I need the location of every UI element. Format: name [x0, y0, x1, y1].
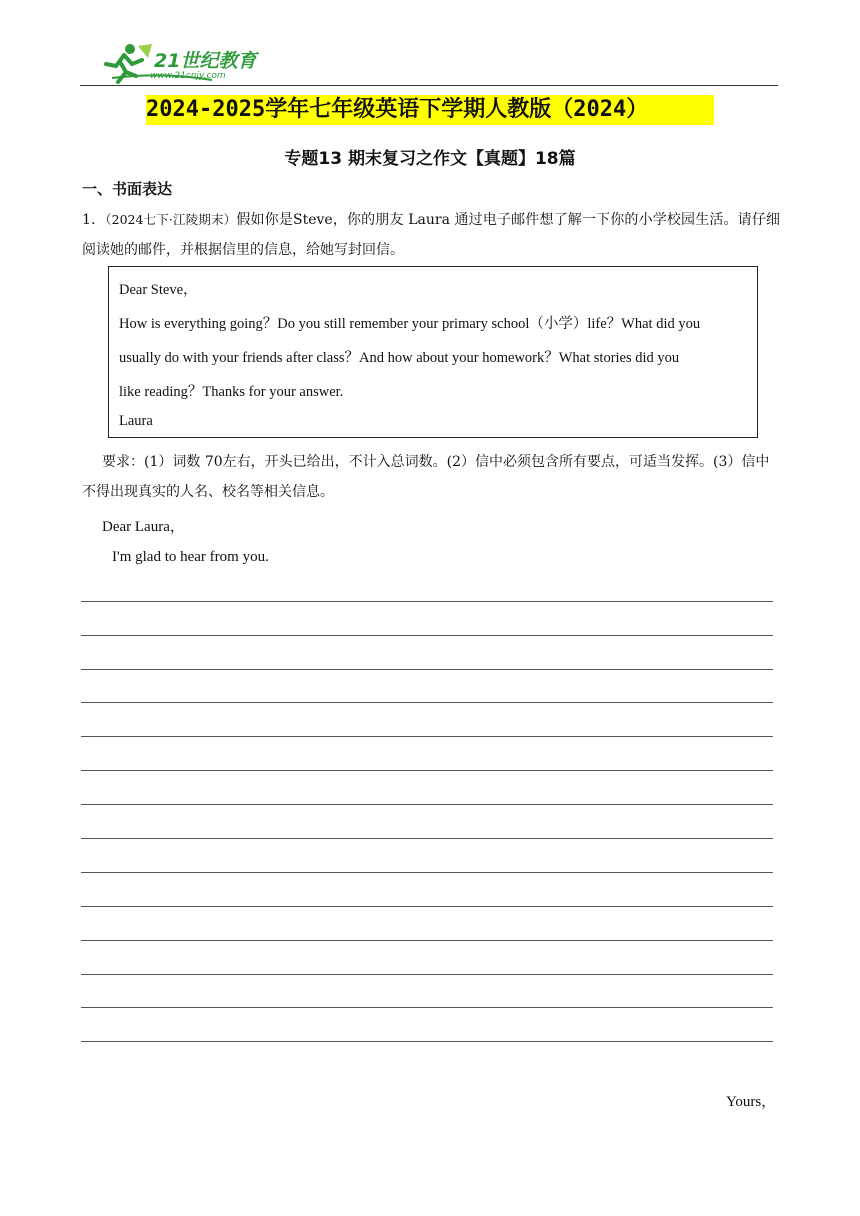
writing-line	[81, 906, 773, 907]
email-letter-box	[108, 266, 758, 438]
letter-line: How is everything going？Do you still remember your primary school（小学）life？What did you	[119, 316, 701, 332]
writing-line	[81, 804, 773, 805]
section-heading: 一、书面表达	[82, 180, 173, 198]
requirements: 要求：(1）词数 70左右，开头已给出，不计入总词数。(2）信中必须包含所有要点，可适当发挥。(3）信中不得出现真实的人名、校名等相关信息。	[82, 454, 770, 500]
logo	[102, 42, 272, 84]
letter-line: like reading？Thanks for your answer.	[119, 384, 344, 400]
letter-signature: Laura	[119, 413, 153, 429]
answer-closing: Yours，	[726, 1094, 777, 1110]
logo-text: 21世纪教育	[154, 50, 257, 72]
writing-line	[81, 838, 773, 839]
writing-line	[81, 702, 773, 703]
writing-line	[81, 770, 773, 771]
writing-line	[81, 974, 773, 975]
question-1	[82, 205, 780, 265]
answer-opening: I'm glad to hear from you.	[112, 549, 269, 565]
letter-greeting: Dear Steve，	[119, 282, 198, 298]
writing-line	[81, 940, 773, 941]
writing-line	[81, 872, 773, 873]
question-source: （2024七下·江陵期末）	[105, 212, 237, 227]
writing-line	[81, 669, 773, 670]
letter-line: usually do with your friends after class？And how about your homework？What stories did you	[119, 350, 680, 366]
writing-line	[81, 635, 773, 636]
page-title: 2024-2025学年七年级英语下学期人教版（2024）	[146, 95, 714, 125]
writing-line	[81, 601, 773, 602]
question-prompt: 假如你是Steve，你的朋友 Laura 通过电子邮件想了解一下你的小学校园生活。请仔细阅读她的邮件，并根据信里的信息，给她写封回信。	[82, 212, 780, 258]
writing-line	[81, 1007, 773, 1008]
page-subtitle: 专题13 期末复习之作文【真题】18篇	[284, 149, 576, 169]
logo-url: www.21cnjy.com	[150, 71, 226, 81]
header-divider	[80, 85, 778, 86]
writing-line	[81, 736, 773, 737]
answer-salutation: Dear Laura，	[102, 519, 185, 535]
writing-line	[81, 1041, 773, 1042]
question-number: 1．	[82, 212, 106, 228]
